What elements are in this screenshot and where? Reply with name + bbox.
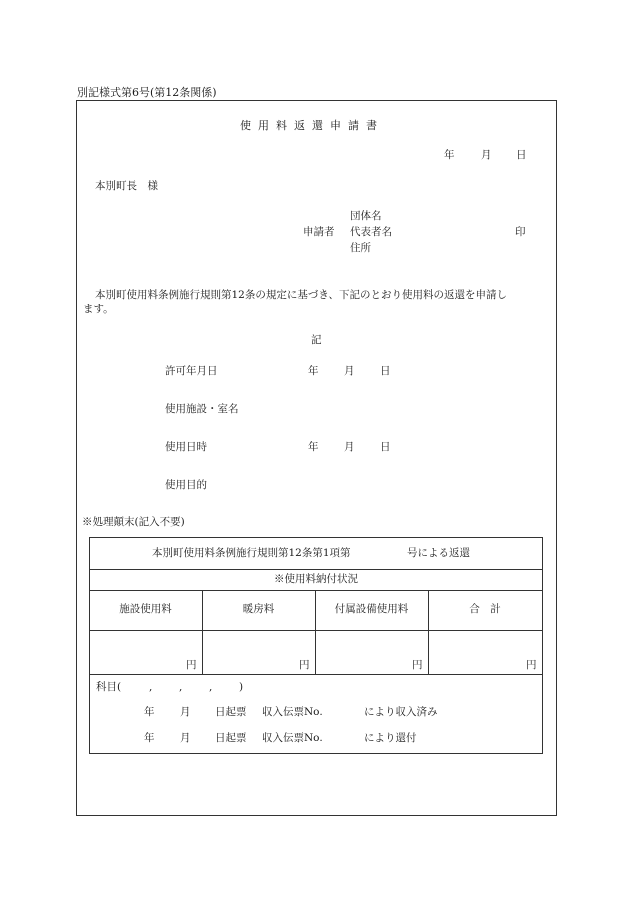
voucher-number-label: 収入伝票No. [262, 732, 323, 744]
table-column-divider [428, 590, 429, 674]
permit-date-label: 許可年月日 [165, 365, 218, 377]
body-text-line1: 本別町使用料条例施行規則第12条の規定に基づき、下記のとおり使用料の返還を申請し [95, 289, 507, 301]
refund-basis-text-a: 本別町使用料条例施行規則第12条第1項第 [152, 547, 351, 559]
voucher-result: により収入済み [364, 706, 438, 718]
account-separator: , [209, 681, 213, 693]
purpose-label: 使用目的 [165, 479, 207, 491]
voucher-year: 年 [144, 732, 155, 744]
ki-heading: 記 [311, 334, 322, 346]
yen-unit: 円 [186, 659, 197, 671]
permit-date-day: 日 [380, 365, 391, 377]
use-datetime-label: 使用日時 [165, 441, 207, 453]
use-datetime-day: 日 [380, 441, 391, 453]
seal-mark: 印 [515, 226, 526, 238]
col-header-total: 合 計 [469, 603, 501, 615]
date-day-label: 日 [516, 149, 527, 161]
col-header-heating-fee: 暖房料 [242, 603, 275, 615]
table-column-divider [315, 590, 316, 674]
table-divider [89, 674, 543, 675]
voucher-month: 月 [180, 732, 191, 744]
table-divider [89, 590, 543, 591]
facility-label: 使用施設・室名 [165, 403, 239, 415]
voucher-month: 月 [180, 706, 191, 718]
form-title: 使用料返還申請書 [240, 119, 384, 132]
permit-date-month: 月 [344, 365, 355, 377]
voucher-number-label: 収入伝票No. [262, 706, 323, 718]
addressee: 本別町長 様 [95, 180, 158, 192]
permit-date-year: 年 [308, 365, 319, 377]
form-code: 別記様式第6号(第12条関係) [77, 86, 217, 99]
address-label: 住所 [350, 242, 371, 254]
yen-unit: 円 [412, 659, 423, 671]
voucher-result: により還付 [364, 732, 417, 744]
col-header-facility-fee: 施設使用料 [119, 603, 172, 615]
body-text-line2: ます。 [83, 303, 114, 315]
account-close: ) [239, 681, 244, 693]
processing-heading: ※処理顛末(記入不要) [82, 516, 185, 528]
table-divider [89, 569, 543, 570]
yen-unit: 円 [299, 659, 310, 671]
account-label: 科目( [96, 681, 122, 693]
org-name-label: 団体名 [350, 210, 382, 222]
voucher-day-issued: 日起票 [215, 732, 247, 744]
date-year-label: 年 [444, 149, 455, 161]
table-divider [89, 630, 543, 631]
use-datetime-month: 月 [344, 441, 355, 453]
use-datetime-year: 年 [308, 441, 319, 453]
voucher-day-issued: 日起票 [215, 706, 247, 718]
table-column-divider [202, 590, 203, 674]
account-separator: , [179, 681, 183, 693]
account-separator: , [149, 681, 153, 693]
representative-label: 代表者名 [350, 226, 392, 238]
voucher-year: 年 [144, 706, 155, 718]
date-month-label: 月 [481, 149, 492, 161]
refund-basis-text-b: 号による返還 [407, 547, 470, 559]
yen-unit: 円 [526, 659, 537, 671]
applicant-label: 申請者 [303, 226, 335, 238]
col-header-equipment-fee: 付属設備使用料 [334, 603, 409, 615]
payment-status-header: ※使用料納付状況 [274, 573, 358, 585]
